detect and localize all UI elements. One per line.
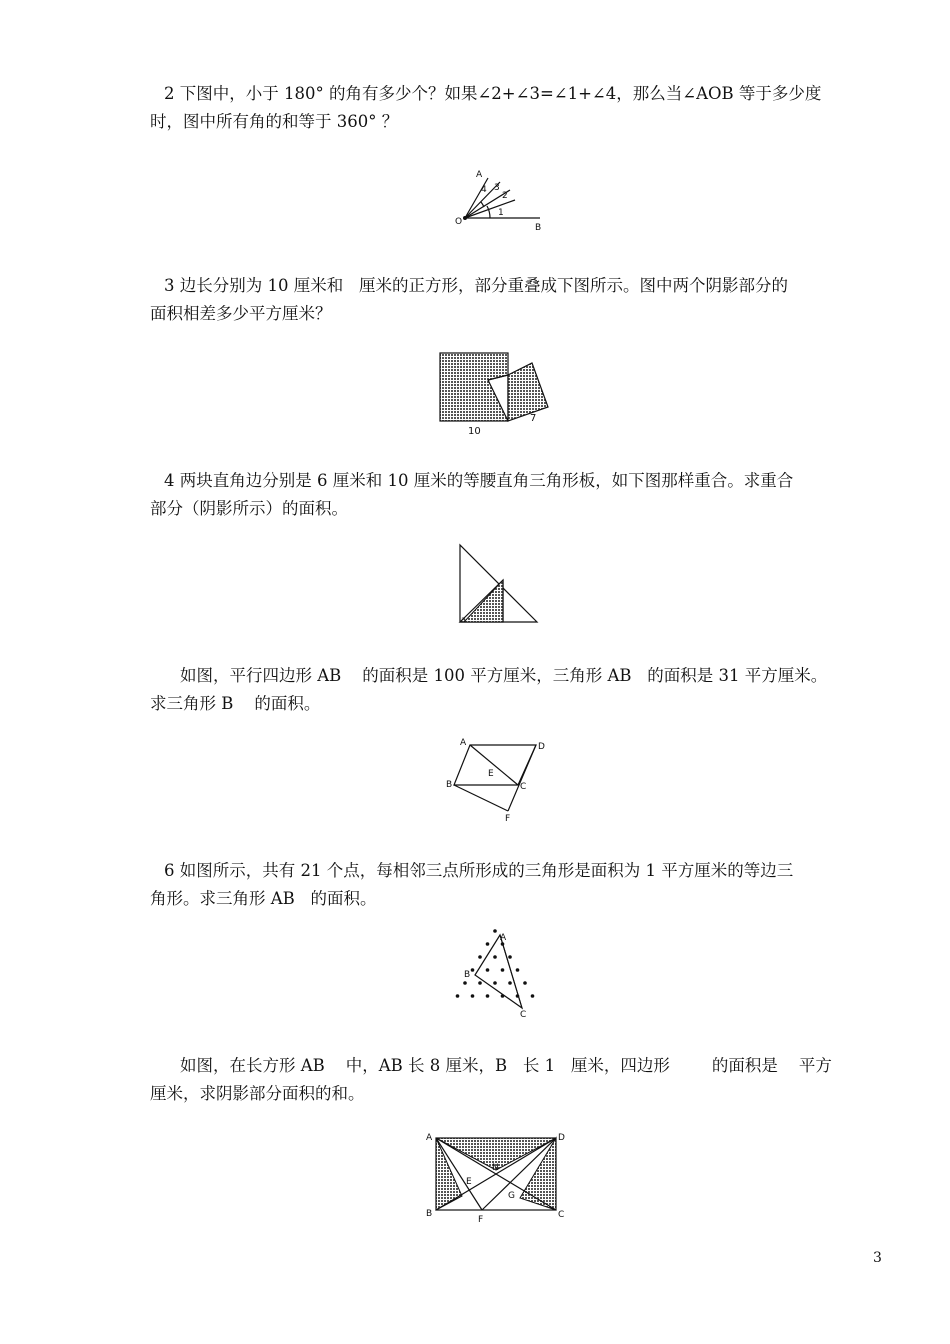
label-7: 7 [530, 413, 537, 424]
lattice-dot [493, 929, 497, 933]
lattice-dot [471, 994, 475, 998]
label-a: A [426, 1133, 433, 1143]
lattice-dot [501, 968, 505, 972]
problem-line: 厘米，求阴影部分面积的和。 [150, 1084, 365, 1103]
problem-6-text [150, 857, 885, 913]
label-c: C [558, 1210, 565, 1220]
parallelogram-abcd [454, 745, 536, 785]
label-a: A [476, 170, 483, 180]
label-n: N [492, 1163, 499, 1173]
lattice-dot [471, 968, 475, 972]
problem-line: 角形。求三角形 AB 的面积。 [150, 889, 377, 908]
label-a: A [500, 933, 507, 943]
problem-7-text [150, 1052, 885, 1108]
shaded-overlap [464, 580, 503, 622]
mark-a: a [461, 615, 466, 624]
lattice-dot [456, 994, 460, 998]
angle-figure [440, 160, 560, 235]
problem-3-text [150, 272, 885, 328]
label-b: B [446, 780, 453, 790]
line-df [508, 745, 536, 811]
label-b: B [535, 223, 542, 233]
lattice-dot [531, 994, 535, 998]
lattice-dot [516, 968, 520, 972]
lattice-dot [478, 955, 482, 959]
problem-line: 3 边长分别为 10 厘米和 厘米的正方形，部分重叠成下图所示。图中两个阴影部分的 [164, 276, 788, 295]
label-d: D [558, 1133, 565, 1143]
label-b: B [464, 970, 471, 980]
label-f: F [505, 814, 511, 824]
line-ac [470, 745, 518, 785]
small-square-shaded [508, 363, 548, 421]
problem-line: 2 下图中，小于 180° 的角有多少个？如果∠2+∠3=∠1+∠4，那么当∠AOB 等于多少度 [164, 84, 822, 103]
lattice-dot [523, 981, 527, 985]
lattice-dot [478, 981, 482, 985]
label-e: E [466, 1177, 472, 1187]
lattice-dot [486, 942, 490, 946]
lattice-dot [493, 955, 497, 959]
label-c: C [520, 782, 527, 792]
label-2: 2 [502, 191, 508, 201]
label-c: C [520, 1010, 527, 1017]
lattice-dot [508, 955, 512, 959]
problem-line: 6 如图所示，共有 21 个点，每相邻三点所形成的三角形是面积为 1 平方厘米的等边三 [164, 861, 794, 880]
lattice-dot [463, 981, 467, 985]
label-e: E [488, 769, 494, 779]
label-a: A [460, 738, 467, 748]
problem-line: 4 两块直角边分别是 6 厘米和 10 厘米的等腰直角三角形板，如下图那样重合。求重合 [164, 471, 794, 490]
label-4: 4 [481, 185, 487, 195]
overlapping-squares-figure [430, 345, 565, 437]
angle-arc-1 [487, 206, 490, 218]
problem-line: 如图，平行四边形 AB 的面积是 100 平方厘米，三角形 AB 的面积是 31 平方厘米。 [180, 666, 828, 685]
lattice-dot [486, 968, 490, 972]
problem-2-text [150, 80, 885, 136]
problem-line: 面积相差多少平方厘米？ [150, 304, 332, 323]
label-f: F [478, 1215, 484, 1225]
parallelogram-figure [440, 735, 555, 827]
problem-line: 部分（阴影所示）的面积。 [150, 499, 348, 518]
label-g: G [508, 1191, 515, 1201]
label-1: 1 [498, 208, 504, 218]
label-10: 10 [468, 426, 481, 437]
problem-line: 时，图中所有角的和等于 360° ？ [150, 112, 399, 131]
problem-5-text [150, 662, 885, 718]
lattice-dot [493, 981, 497, 985]
label-b: B [426, 1209, 433, 1219]
line-bf [454, 785, 508, 811]
lattice-dot [508, 981, 512, 985]
label-3: 3 [494, 183, 500, 193]
lattice-dot [486, 994, 490, 998]
vertex-o [463, 216, 467, 220]
angle-arc-2 [481, 202, 484, 207]
problem-4-text [150, 467, 885, 523]
label-o: O [455, 217, 463, 227]
problem-line: 求三角形 B 的面积。 [150, 694, 321, 713]
problem-line: 如图，在长方形 AB 中，AB 长 8 厘米，B 长 1 厘米，四边形 的面积是 平方 [180, 1056, 832, 1075]
triangle-abc [475, 935, 522, 1008]
page-number: 3 [873, 1250, 882, 1266]
rectangle-figure [420, 1128, 570, 1226]
right-triangles-figure [450, 540, 545, 630]
dot-triangle-figure [450, 925, 545, 1017]
label-d: D [538, 742, 545, 752]
